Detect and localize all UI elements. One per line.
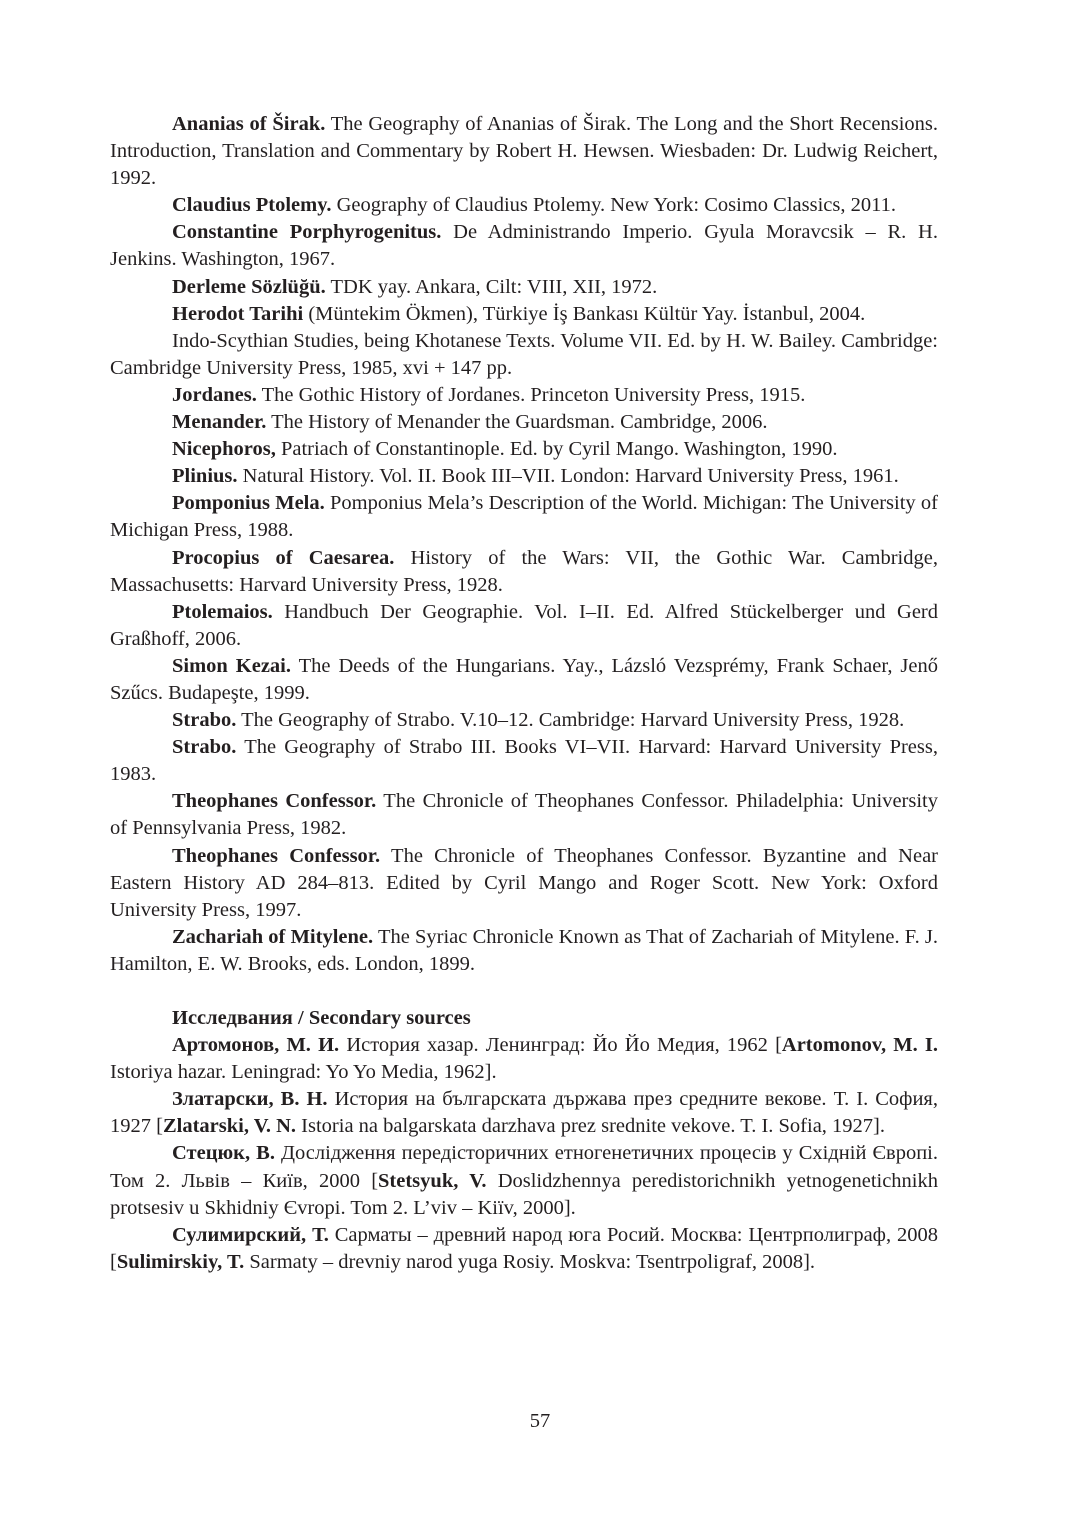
bib-translit-author: Sulimirskiy, T. [116,1250,245,1273]
section-gap [110,978,938,1005]
bib-author: Simon Kezai. [172,654,292,677]
primary-sources-list [110,111,938,978]
bib-author: Derleme Sözlüğü. [172,275,326,298]
bib-entry [110,599,938,653]
section-heading: Исследвания / Secondary sources [172,1007,471,1029]
bib-text: The Gothic History of Jordanes. Princeton University Press, 1915. [256,383,806,406]
bib-translit-author: Stetsyuk, V. [378,1169,487,1192]
bib-entry [110,1086,938,1140]
bib-text: The Chronicle of Theophanes Confessor. Byzantine and Near Eastern History AD 284–813. Edited by Cyril Mango and Roger Scott. New York: Oxford University Press, 1997. [110,844,938,921]
bib-entry [110,545,938,599]
bib-author: Pomponius Mela. [172,492,325,515]
bib-author: Plinius. [172,465,238,488]
bib-translit-text: Istoriya hazar. Leningrad: Yo Yo Media, 1962]. [110,1061,497,1084]
bib-text: The Chronicle of Theophanes Confessor. Philadelphia: University of Pennsylvania Press, 1982. [110,790,938,840]
bib-author: Стецюк, В. [172,1142,275,1165]
bib-author: Ptolemaios. [172,600,273,623]
bib-entry [110,1222,938,1276]
bib-text: История хазар. Ленинград: Йо Йо Медия, 1962 [ [339,1034,782,1057]
bib-text: Handbuch Der Geographie. Vol. I–II. Ed. Alfred Stückelberger und Gerd Graßhoff, 2006. [110,600,938,650]
bib-entry [110,463,938,490]
bib-translit-author: Zlatarski, V. N. [162,1115,297,1138]
bib-text: The Geography of Ananias of Širak. The Long and the Short Recensions. Introduction, Translation and Commentary by Robert H. Hewsen. Wiesbaden: Dr. Ludwig Reichert, 1992. [110,113,938,190]
secondary-sources-list [110,1032,938,1276]
bib-entry [110,707,938,734]
bib-entry [110,192,938,219]
bib-author: Constantine Porphyrogenitus. [172,221,442,244]
bib-text: History of the Wars: VII, the Gothic War. Cambridge, Massachusetts: Harvard University Press, 1928. [110,546,938,596]
bib-author: Златарски, В. Н. [172,1088,328,1111]
bib-text: The Geography of Strabo III. Books VI–VII. Harvard: Harvard University Press, 1983. [110,736,938,786]
bib-entry [110,490,938,544]
bib-text: De Administrando Imperio. Gyula Moravcsik – R. H. Jenkins. Washington, 1967. [110,221,938,271]
bib-author: Theophanes Confessor. [172,790,377,813]
bib-entry [110,653,938,707]
page-number: 57 [529,1410,551,1432]
bib-author: Menander. [172,411,267,434]
bib-author: Nicephoros, [172,438,276,461]
bib-text: Indo-Scythian Studies, being Khotanese Texts. Volume VII. Ed. by H. W. Bailey. Cambridge: Cambridge University Press, 1985, xvi + 147 pp. [110,329,938,379]
bib-text: Patriach of Constantinople. Ed. by Cyril Mango. Washington, 1990. [275,438,838,461]
bib-entry [110,409,938,436]
bib-entry [110,274,938,301]
bib-author: Jordanes. [172,383,257,406]
bib-entry [110,1032,938,1086]
bib-entry [110,382,938,409]
bib-translit-text: Doslidzhennya peredistorichnikh yetnogenetichnikh protsesiv u Skhidniy Єvropi. Tom 2. L’viv – Kiïv, 2000]. [110,1169,938,1219]
bib-text: The History of Menander the Guardsman. Cambridge, 2006. [266,411,768,434]
bib-text: The Syriac Chronicle Known as That of Zachariah of Mitylene. F. J. Hamilton, E. W. Brooks, eds. London, 1899. [110,925,938,975]
bib-entry [110,219,938,273]
bib-text: Сарматы – древний народ юга Росий. Москва: Центрполиграф, 2008 [ [110,1223,938,1273]
bib-author: Strabo. [172,709,237,732]
bib-text: Pomponius Mela’s Description of the World. Michigan: The University of Michigan Press, 1988. [110,492,938,542]
bib-entry [110,111,938,192]
bib-text: Natural History. Vol. II. Book III–VII. London: Harvard University Press, 1961. [237,465,899,488]
bib-entry [110,328,938,382]
bib-text: The Geography of Strabo. V.10–12. Cambridge: Harvard University Press, 1928. [236,709,905,732]
bib-author: Zachariah of Mitylene. [172,925,374,948]
bib-author: Herodot Tarihi [172,302,304,325]
bib-text: The Deeds of the Hungarians. Yay., Lázsló Vezsprémy, Frank Schaer, Jenő Szűcs. Budapeşte, 1999. [110,654,938,704]
bib-author: Claudius Ptolemy. [172,194,332,217]
bib-entry [110,1140,938,1221]
bib-entry [110,734,938,788]
bib-entry [110,436,938,463]
bib-translit-text: Istoria na balgarskata darzhava prez srednite vekove. T. I. Sofia, 1927]. [296,1115,886,1138]
bib-author: Артомонов, М. И. [172,1034,340,1057]
bib-text: Дослідження передісторичних етногенетичних процесів у Східній Європі. Том 2. Львів – Київ, 2000 [ [110,1142,938,1192]
bib-author: Strabo. [172,736,237,759]
bib-entry [110,788,938,842]
bib-author: Theophanes Confessor. [172,844,381,867]
bib-text: История на българската държава през средните векове. Т. І. София, 1927 [ [110,1088,938,1138]
bib-text: (Müntekim Ökmen), Türkiye İş Bankası Kültür Yay. İstanbul, 2004. [303,302,866,325]
bib-text: Geography of Claudius Ptolemy. New York: Cosimo Classics, 2011. [331,194,896,217]
bib-entry [110,843,938,924]
bib-entry [110,301,938,328]
bib-author: Сулимирский, Т. [172,1223,329,1246]
bib-author: Ananias of Širak. [172,113,326,135]
bibliography-page [110,111,938,1276]
bib-author: Procopius of Caesarea. [172,546,395,569]
bib-text: TDK yay. Ankara, Cilt: VIII, XII, 1972. [325,275,658,298]
bib-translit-text: Sarmaty – drevniy narod yuga Rosiy. Moskva: Tsentrpoligraf, 2008]. [244,1250,816,1273]
bib-translit-author: Artomonov, M. I. [781,1034,938,1057]
bib-entry [110,924,938,978]
